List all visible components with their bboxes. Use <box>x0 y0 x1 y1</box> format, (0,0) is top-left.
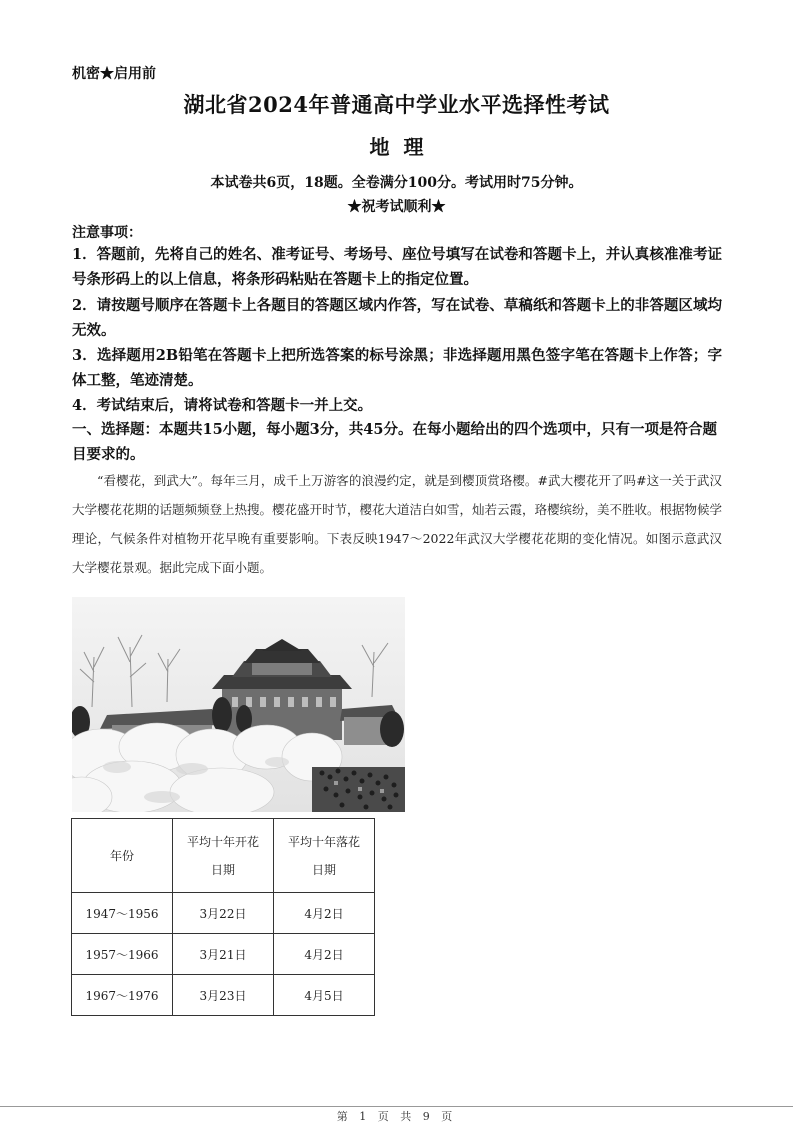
header-fall-line1: 平均十年落花 <box>287 834 360 849</box>
exam-wish: ★祝考试顺利★ <box>347 199 446 215</box>
exam-title: 湖北省2024年普通高中学业水平选择性考试 <box>183 92 610 117</box>
section-heading: 一、选择题：本题共15小题，每小题3分，共45分。在每小题给出的四个选项中，只有一项是符合题目要求的。 <box>72 421 717 463</box>
header-year: 年份 <box>72 819 173 893</box>
confidential-label: 机密★启用前 <box>72 66 156 82</box>
cell-bloom: 3月23日 <box>173 975 274 1016</box>
footer-divider <box>0 1106 793 1107</box>
header-bloom-date <box>173 819 274 893</box>
bloom-period-table <box>71 818 375 1016</box>
cell-bloom: 3月21日 <box>173 934 274 975</box>
cherry-blossom-photo <box>72 597 405 812</box>
note-item: 2．请按题号顺序在答题卡上各题目的答题区域内作答，写在试卷、草稿纸和答题卡上的非答题区域均无效。 <box>72 297 722 339</box>
table-row <box>72 975 375 1016</box>
cell-fall: 4月5日 <box>274 975 375 1016</box>
page-number: 第 1 页 共 9 页 <box>336 1110 457 1123</box>
header-bloom-line1: 平均十年开花 <box>186 834 259 849</box>
cell-fall: 4月2日 <box>274 934 375 975</box>
cell-bloom: 3月22日 <box>173 893 274 934</box>
subject-title: 地理 <box>369 135 438 159</box>
table-row <box>72 934 375 975</box>
note-item: 1．答题前，先将自己的姓名、准考证号、考场号、座位号填写在试卷和答题卡上，并认真核准准考证号条形码上的以上信息，将条形码粘贴在答题卡上的指定位置。 <box>72 246 722 288</box>
notes-heading: 注意事项： <box>72 225 142 241</box>
header-fall-line2: 日期 <box>311 862 336 877</box>
exam-info: 本试卷共6页，18题。全卷满分100分。考试用时75分钟。 <box>210 175 583 191</box>
header-bloom-line2: 日期 <box>210 862 235 877</box>
note-item: 4．考试结束后，请将试卷和答题卡一并上交。 <box>72 397 373 414</box>
table-row <box>72 893 375 934</box>
cell-fall: 4月2日 <box>274 893 375 934</box>
note-item: 3．选择题用2B铅笔在答题卡上把所选答案的标号涂黑；非选择题用黑色签字笔在答题卡上作答；字体工整，笔迹清楚。 <box>72 347 722 389</box>
header-fall-date <box>274 819 375 893</box>
table-header-row <box>72 819 375 893</box>
cell-period: 1947～1956 <box>72 893 173 934</box>
cell-period: 1967～1976 <box>72 975 173 1016</box>
material-paragraph: “看樱花，到武大”。每年三月，成千上万游客的浪漫约定，就是到樱顶赏珞樱。#武大樱花开了吗#这一关于武汉大学樱花花期的话题频频登上热搜。樱花盛开时节，樱花大道洁白如雪，灿若云霞，珞樱缤纷，美不胜收。根据物候学理论，气候条件对植物开花早晚有重要影响。下表反映1947～2022年武汉大学樱花花期的变化情况。如图示意武汉大学樱花景观。据此完成下面小题。 <box>72 473 723 575</box>
cell-period: 1957～1966 <box>72 934 173 975</box>
